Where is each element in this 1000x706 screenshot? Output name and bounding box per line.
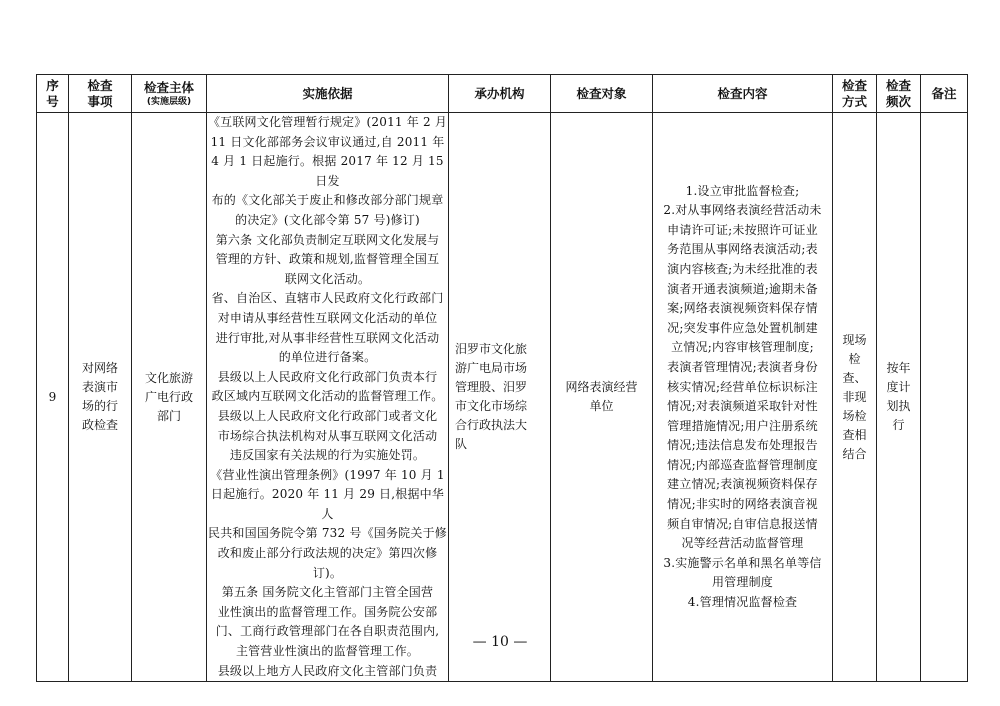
cell-target: 网络表演经营 单位 [551,113,653,682]
cell-basis: 《互联网文化管理暂行规定》(2011 年 2 月 11 日文化部部务会议审议通过,自 2011 年 4 月 1 日起施行。根据 2017 年 12 月 15 日发 布的《文化部关于废止和修改部分部门规章 的决定》(文化部令第 57 号)修订) 第六条 文化部负责制定互联网文化发展与 管理的方针、政策和规划,监督管理全国互 联网文化活动。 省、自治区、直辖市人民政府文化行政部门 对申请从事经营性互联网文化活动的单位 进行审批,对从事非经营性互联网文化活动 的单位进行备案。 县级以上人民政府文化行政部门负责本行 政区域内互联网文化活动的监督管理工作。 县级以上人民政府文化行政部门或者文化 市场综合执法机构对从事互联网文化活动 违反国家有关法规的行为实施处罚。 《营业性演出管理条例》(1997 年 10 月 1 日起施行。2020 年 11 月 29 日,根据中华人 民共和国国务院令第 732 号《国务院关于修 改和废止部分行政法规的决定》第四次修 订)。 第五条 国务院文化主管部门主管全国营 业性演出的监督管理工作。国务院公安部 门、工商行政管理部门在各自职责范围内, 主管营业性演出的监督管理工作。 县级以上地方人民政府文化主管部门负责 [207,113,449,682]
table-header-row [37,75,968,113]
header-subject-main: 检查主体 [143,79,194,95]
cell-seq: 9 [37,113,69,682]
header-subject [132,75,207,113]
header-remark: 备注 [921,75,968,113]
table-row [37,113,968,682]
header-item: 检查 事项 [69,75,132,113]
cell-frequency: 按年 度计 划执 行 [877,113,921,682]
header-target: 检查对象 [551,75,653,113]
page-number: — 10 — [472,634,528,650]
header-subject-sub: (实施层级) [146,96,192,107]
header-method: 检查 方式 [833,75,877,113]
cell-agency: 汨罗市文化旅 游广电局市场 管理股、汨罗 市文化市场综 合行政执法大 队 [449,113,551,682]
cell-remark [921,113,968,682]
inspection-table [36,74,968,682]
header-seq: 序 号 [37,75,69,113]
header-agency: 承办机构 [449,75,551,113]
header-frequency: 检查 频次 [877,75,921,113]
header-content: 检查内容 [653,75,833,113]
cell-subject: 文化旅游 广电行政 部门 [132,113,207,682]
cell-item: 对网络 表演市 场的行 政检查 [69,113,132,682]
cell-method: 现场 检查、 非现 场检 查相 结合 [833,113,877,682]
header-basis: 实施依据 [207,75,449,113]
cell-content: 1.设立审批监督检查; 2.对从事网络表演经营活动未 申请许可证;未按照许可证业 务范围从事网络表演活动;表 演内容核查;为未经批准的表 演者开通表演频道;逾期未备 案;网络表演视频资料保存情 况;突发事件应急处置机制建 立情况;内容审核管理制度; 表演者管理情况;表演者身份 核实情况;经营单位标识标注 情况;对表演频道采取针对性 管理措施情况;用户注册系统 情况;违法信息发布处理报告 情况;内部巡查监督管理制度 建立情况;表演视频资料保存 情况;非实时的网络表演音视 频自审情况;自审信息报送情 况等经营活动监督管理 3.实施警示名单和黑名单等信 用管理制度 4.管理情况监督检查 [653,113,833,682]
